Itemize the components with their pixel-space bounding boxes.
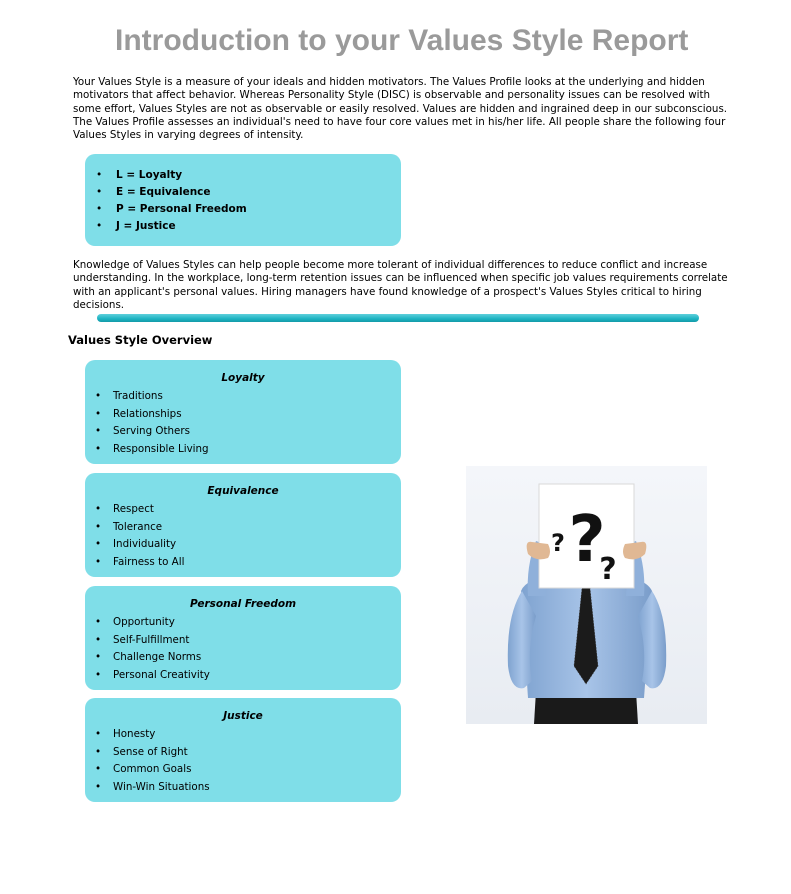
style-box-personal-freedom [85, 586, 401, 690]
overview-heading: Values Style Overview [68, 333, 213, 347]
list-item: • Traditions [113, 388, 401, 406]
svg-text:?: ? [551, 529, 565, 557]
style-box-list [85, 614, 401, 684]
key-item-equivalence: • E = Equivalence [116, 184, 401, 201]
list-item: • Respect [113, 501, 401, 519]
style-box-list [85, 501, 401, 571]
key-item-personal-freedom: • P = Personal Freedom [116, 201, 401, 218]
list-item: • Sense of Right [113, 744, 401, 762]
style-box-title: Equivalence [207, 485, 279, 497]
list-item: • Challenge Norms [113, 649, 401, 667]
list-item: • Individuality [113, 536, 401, 554]
intro-paragraph: Your Values Style is a measure of your ideals and hidden motivators. The Values Profile looks at the underlying and hidden motivators that affect behavior. Whereas Personality Style (DISC) is observable and personality issues can be resolved with some effort, Values Styles are not as observable or easily resolved. Values are hidden and ingrained deep in our subconscious. The Values Profile assesses an individual's need to have four core values met in his/her life. All people share the following four Values Styles in varying degrees of intensity. [73, 76, 728, 142]
key-item-justice: • J = Justice [116, 218, 401, 235]
style-box-list [85, 388, 401, 458]
values-key-box [85, 154, 401, 246]
style-box-title: Justice [223, 710, 263, 722]
list-item: • Relationships [113, 406, 401, 424]
list-item: • Win-Win Situations [113, 779, 401, 797]
style-box-loyalty [85, 360, 401, 464]
svg-text:?: ? [599, 552, 617, 587]
style-box-title: Loyalty [221, 372, 265, 384]
list-item: • Opportunity [113, 614, 401, 632]
list-item: • Personal Creativity [113, 667, 401, 685]
knowledge-paragraph: Knowledge of Values Styles can help people become more tolerant of individual differences to reduce conflict and increase understanding. In the workplace, long-term retention issues can be influenced when specific job values requirements correlate with an applicant's personal values. Hiring managers have found knowledge of a prospect's Values Styles critical to hiring decisions. [73, 259, 728, 311]
list-item: • Tolerance [113, 519, 401, 537]
key-item-loyalty: • L = Loyalty [116, 167, 401, 184]
question-mark-man-image [466, 466, 707, 724]
style-box-equivalence [85, 473, 401, 577]
list-item: • Honesty [113, 726, 401, 744]
values-key-list [85, 167, 401, 235]
page-title: Introduction to your Values Style Report [115, 24, 689, 57]
style-box-justice [85, 698, 401, 802]
list-item: • Fairness to All [113, 554, 401, 572]
style-box-title: Personal Freedom [189, 598, 297, 610]
svg-text:?: ? [568, 503, 606, 577]
list-item: • Self-Fulfillment [113, 632, 401, 650]
style-box-list [85, 726, 401, 796]
list-item: • Common Goals [113, 761, 401, 779]
list-item: • Responsible Living [113, 441, 401, 459]
section-divider [97, 314, 699, 322]
list-item: • Serving Others [113, 423, 401, 441]
